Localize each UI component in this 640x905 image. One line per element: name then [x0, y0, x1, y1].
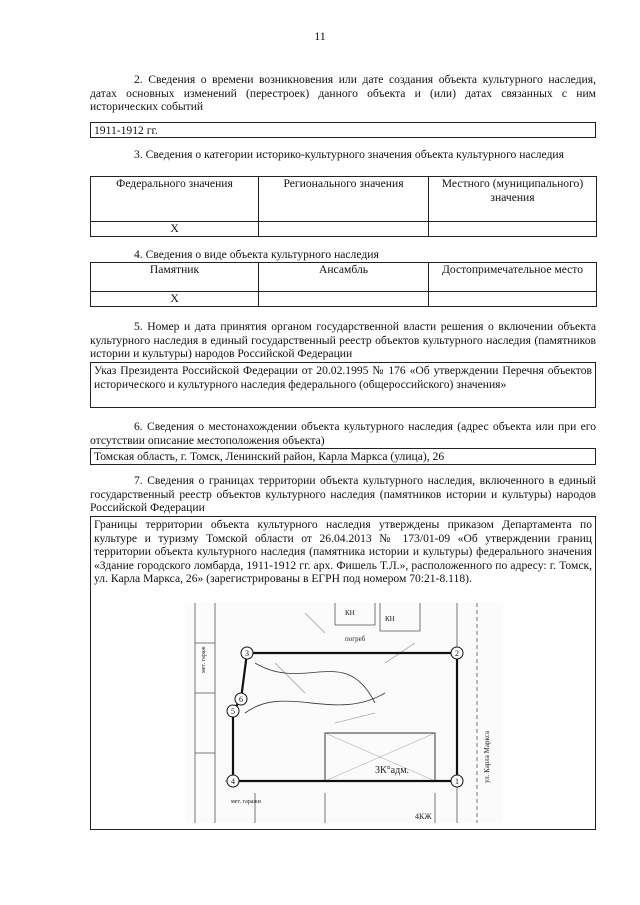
section2-value: 1911-1912 гг.: [90, 122, 596, 138]
category-header-local: Местного (муниципального) значения: [429, 177, 597, 222]
category-mark-local: [429, 222, 597, 237]
point-label-3: 3: [245, 649, 249, 658]
section5-text: 5. Номер и дата принятия органом государственной власти решения о включении объекта культурного наследия в единый государственный реестр объектов культурного наследия (памятников истории и культуры) народов Российской Федерации: [90, 320, 596, 361]
category-mark-federal: Х: [91, 222, 259, 237]
section7-text: 7. Сведения о границах территории объекта культурного наследия, включенного в единый государственный реестр объектов культурного наследия (памятников истории и культуры) народов Российской Федерации: [90, 474, 596, 515]
type-header-ensemble: Ансамбль: [259, 263, 429, 292]
section5-value: Указ Президента Российской Федерации от 20.02.1995 № 176 «Об утверждении Перечня объектов исторического и культурного наследия федерального (общероссийского) значения»: [90, 362, 596, 408]
label-garage-top: мет. гараж: [201, 646, 207, 673]
boundary-plan: [185, 603, 503, 823]
category-mark-regional: [259, 222, 429, 237]
type-table: [90, 262, 597, 307]
section4-text: 4. Сведения о виде объекта культурного наследия: [134, 248, 379, 261]
category-table: [90, 176, 597, 237]
section6-text: 6. Сведения о местонахождении объекта культурного наследия (адрес объекта или при его отсутствии описание местоположения объекта): [90, 420, 596, 447]
point-label-5: 5: [231, 707, 235, 716]
type-mark-monument: Х: [91, 292, 259, 307]
category-header-regional: Регионального значения: [259, 177, 429, 222]
point-label-2: 2: [455, 649, 459, 658]
page-number: 11: [314, 29, 326, 43]
type-mark-ensemble: [259, 292, 429, 307]
point-label-4: 4: [231, 777, 235, 786]
building-label: ЗК°адм.: [375, 765, 410, 776]
section3-text: 3. Сведения о категории историко-культурного значения объекта культурного наследия: [134, 148, 564, 161]
label-garage-bottom: мет. гаражи: [231, 799, 261, 805]
type-header-monument: Памятник: [91, 263, 259, 292]
point-label-6: 6: [239, 695, 243, 704]
building-label-2: 4КЖ: [415, 812, 432, 821]
point-label-1: 1: [455, 777, 459, 786]
category-header-federal: Федерального значения: [91, 177, 259, 222]
type-header-site: Достопримечательное место: [429, 263, 597, 292]
section2-text: 2. Сведения о времени возникновения или дате создания объекта культурного наследия, датах основных изменений (перестроек) данного объекта и (или) датах связанных с ним исторических событий: [90, 73, 596, 114]
label-kn-2: КН: [385, 615, 395, 623]
section6-value: Томская область, г. Томск, Ленинский район, Карла Маркса (улица), 26: [90, 448, 596, 465]
section7-value: Границы территории объекта культурного наследия утверждены приказом Департамента по культуре и туризму Томской области от 26.04.2013 № 173/01-09 «Об утверждении границ территории объекта культурного наследия (памятника истории и культуры) федерального значения «Здание городского ломбарда, 1911-1912 гг. арх. Фишель Т.Л.», расположенного по адресу: г. Томск, ул. Карла Маркса, 26» (зарегистрированы в ЕГРН под номером 70:21-8.118).: [94, 518, 592, 586]
type-mark-site: [429, 292, 597, 307]
label-kn-1: КН: [345, 609, 355, 617]
street-label: ул. Карла Маркса: [483, 731, 491, 783]
label-pogreb: погреб: [345, 635, 366, 643]
